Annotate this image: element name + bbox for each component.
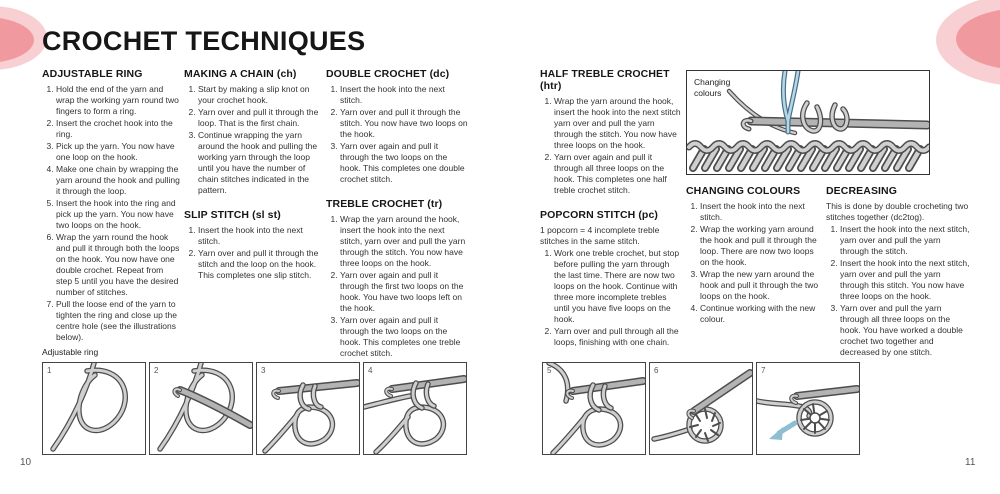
closed-ring-illustration: [757, 363, 859, 454]
illustration-step-6: [649, 362, 753, 455]
column-3: [326, 68, 468, 360]
step-number: 4: [368, 366, 373, 375]
section-double-crochet: [326, 68, 468, 185]
step-list: [42, 84, 180, 343]
illustration-step-1: [42, 362, 146, 455]
step-item: 1. Insert the hook into the next stitch.: [700, 201, 820, 223]
step-item: 2. Insert the hook into the next stitch, yarn over and pull the yarn through this stitch. You now have three loops on the hook.: [840, 258, 970, 302]
section-heading: DOUBLE CROCHET (dc): [326, 68, 450, 80]
step-item: 2. Yarn over and pull it through the loop. That is the first chain.: [198, 107, 322, 129]
step-item: 6. Wrap the yarn round the hook and pull it through both the loops on the hook. You now have one double crochet. Repeat from step 5 until you have the desired number of stitches.: [56, 232, 180, 298]
section-heading: DECREASING: [826, 185, 898, 197]
step-item: 4. Continue working with the new colour.: [700, 303, 820, 325]
page-number-right: 11: [965, 457, 976, 468]
step-item: 3. Yarn over again and pull it through the two loops on the hook. This completes one treble crochet stitch.: [340, 315, 468, 359]
illustrations-caption: Adjustable ring: [42, 347, 99, 357]
pull-direction-arrow-icon: [769, 423, 795, 440]
chain-on-ring-illustration: [364, 363, 466, 454]
illustration-step-5: [542, 362, 646, 455]
section-heading: ADJUSTABLE RING: [42, 68, 143, 80]
section-heading: HALF TREBLE CROCHET (htr): [540, 68, 670, 92]
loop-on-hook-illustration: [257, 363, 359, 454]
section-heading: MAKING A CHAIN (ch): [184, 68, 297, 80]
illustration-step-4: [363, 362, 467, 455]
section-heading: CHANGING COLOURS: [686, 185, 801, 197]
step-number: 5: [547, 366, 552, 375]
step-item: 3. Continue wrapping the yarn around the hook and pulling the working yarn through the loop until you have the number of chain stitches indicated in the pattern.: [198, 130, 322, 196]
page-number-left: 10: [20, 457, 32, 468]
step-list: [326, 84, 468, 185]
step-item: 1. Wrap the yarn around the hook, insert the hook into the next stitch, yarn over and pull the yarn through the stitch. You now have three loops on the hook.: [340, 214, 468, 269]
column-5: [686, 185, 820, 326]
step-item: 2. Wrap the working yarn around the hook and pull it through the loop. There are now two loops on the hook.: [700, 224, 820, 268]
page-title: CROCHET TECHNIQUES: [42, 26, 366, 56]
illustration-step-2: [149, 362, 253, 455]
step-item: 1. Work one treble crochet, but stop before pulling the yarn through the last time. There are now two loops on the hook. Continue with three more incomplete trebles until you have five loops on the hook.: [554, 248, 683, 325]
section-heading: SLIP STITCH (sl st): [184, 209, 281, 221]
step-list: [540, 248, 683, 348]
step-item: 1. Start by making a slip knot on your crochet hook.: [198, 84, 322, 106]
step-list: [184, 225, 322, 281]
diagram-label: Changing colours: [694, 77, 731, 98]
section-adjustable-ring: [42, 68, 180, 343]
step-number: 3: [261, 366, 266, 375]
hook-in-ring-illustration: [150, 363, 252, 454]
step-item: 1. Insert the hook into the next stitch.: [198, 225, 322, 247]
step-item: 2. Insert the crochet hook into the ring.: [56, 118, 180, 140]
step-item: 2. Yarn over and pull through all the loops, finishing with one chain.: [554, 326, 683, 348]
column-6: [826, 185, 970, 359]
step-list: [184, 84, 322, 196]
section-half-treble-crochet: [540, 68, 683, 196]
step-item: 2. Yarn over again and pull it through all three loops on the hook. This completes one half treble crochet stitch.: [554, 152, 683, 196]
step-item: 4. Make one chain by wrapping the yarn around the hook and pulling it through the loop.: [56, 164, 180, 197]
section-slip-stitch: [184, 209, 322, 281]
section-making-a-chain: [184, 68, 322, 196]
step-item: 2. Yarn over again and pull it through the first two loops on the hook. You have two loops left on the hook.: [340, 270, 468, 314]
step-item: 2. Yarn over and pull it through the stitch. You now have two loops on the hook.: [340, 107, 468, 140]
section-decreasing: [826, 185, 970, 358]
section-heading: TREBLE CROCHET (tr): [326, 198, 443, 210]
step-item: 1. Wrap the yarn around the hook, insert the hook into the next stitch yarn over and pull the yarn through the stitch. You now have three loops on the hook.: [554, 96, 683, 151]
step-item: 1. Insert the hook into the next stitch.: [340, 84, 468, 106]
column-4: [540, 68, 683, 349]
section-treble-crochet: [326, 198, 468, 359]
step-number: 1: [47, 366, 52, 375]
step-item: 3. Wrap the new yarn around the hook and pull it through the two loops on the hook.: [700, 269, 820, 302]
step-number: 7: [761, 366, 766, 375]
changing-colours-diagram: [686, 70, 930, 175]
step-item: 3. Yarn over and pull the yarn through all three loops on the hook. You have worked a double crochet two together and decreased by one stitch.: [840, 303, 970, 358]
step-list: [540, 96, 683, 196]
step-item: 5. Insert the hook into the ring and pick up the yarn. You now have two loops on the hook.: [56, 198, 180, 231]
column-1: [42, 68, 180, 344]
section-intro: 1 popcorn = 4 incomplete treble stitches in the same stitch.: [540, 225, 660, 246]
step-item: 7. Pull the loose end of the yarn to tighten the ring and close up the centre hole (see the illustrations below).: [56, 299, 180, 343]
step-item: 3. Yarn over again and pull it through the two loops on the hook. This completes one double crochet stitch.: [340, 141, 468, 185]
illustration-step-7: [756, 362, 860, 455]
section-heading: POPCORN STITCH (pc): [540, 209, 658, 221]
two-loops-on-hook-illustration: [543, 363, 645, 454]
step-list: [686, 201, 820, 325]
step-item: 2. Yarn over and pull it through the stitch and the loop on the hook. This completes one slip stitch.: [198, 248, 322, 281]
step-item: 3. Pick up the yarn. You now have one loop on the hook.: [56, 141, 180, 163]
step-number: 2: [154, 366, 159, 375]
step-number: 6: [654, 366, 659, 375]
section-intro: This is done by double crocheting two stitches together (dc2tog).: [826, 201, 969, 222]
step-list: [326, 214, 468, 359]
section-changing-colours: [686, 185, 820, 325]
illustration-step-3: [256, 362, 360, 455]
step-item: 1. Insert the hook into the next stitch, yarn over and pull the yarn through the stitch.: [840, 224, 970, 257]
section-popcorn-stitch: [540, 209, 683, 348]
step-list: [826, 224, 970, 358]
step-item: 1. Hold the end of the yarn and wrap the working yarn round two fingers to form a ring.: [56, 84, 180, 117]
yarn-ring-illustration: [43, 363, 145, 454]
column-2: [184, 68, 322, 282]
stitched-ring-illustration: [650, 363, 752, 454]
